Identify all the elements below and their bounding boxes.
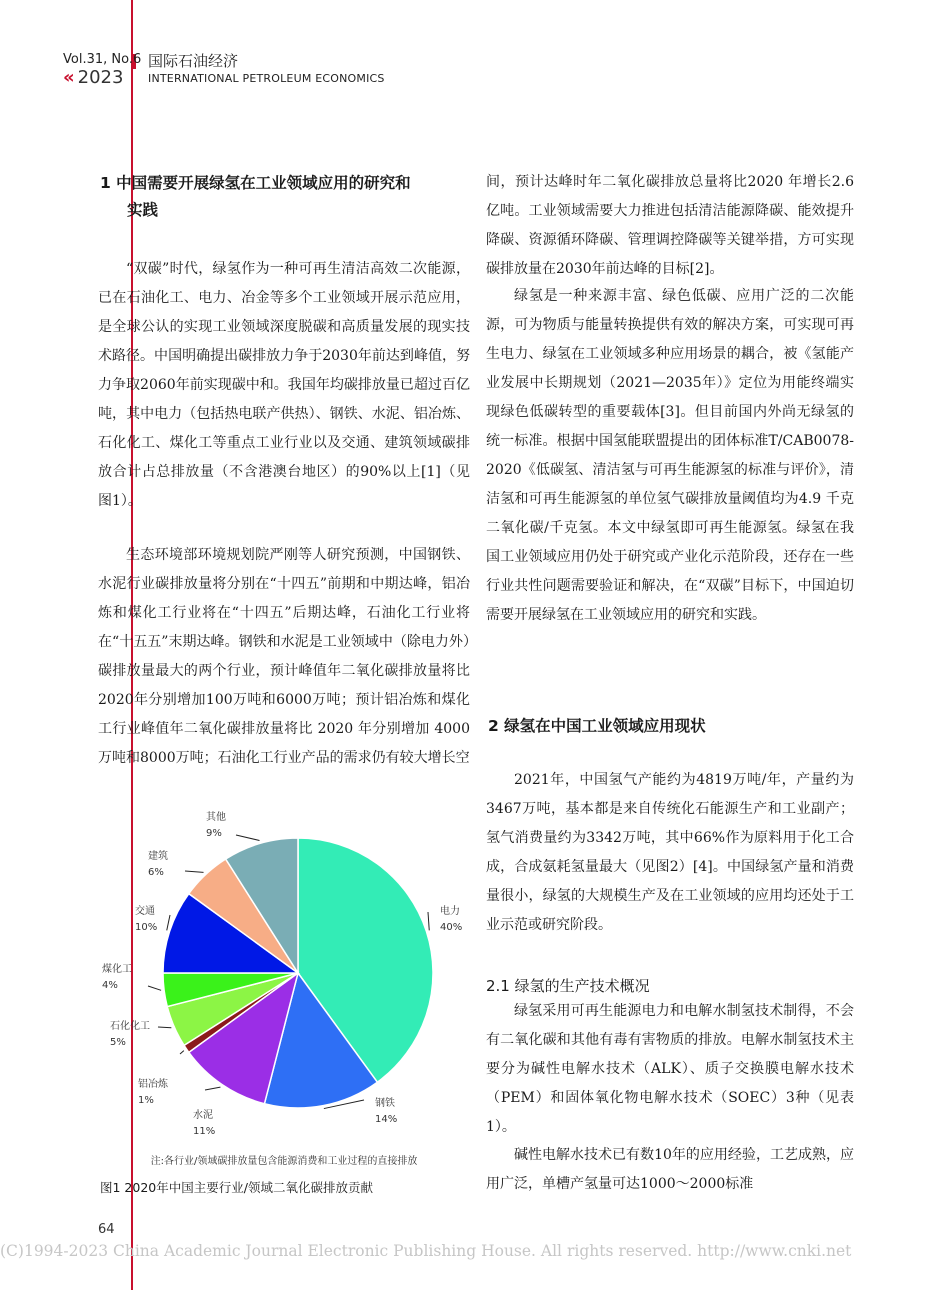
slice-value-6: 10%: [135, 922, 158, 933]
section-1-title-line2: 实践: [127, 201, 159, 219]
slice-label-6: 交通: [135, 906, 155, 917]
slice-label-0: 电力: [440, 906, 460, 917]
figure-note: 注:各行业/领域碳排放量包含能源消费和工业过程的直接排放: [150, 1156, 418, 1167]
leader-line-8: [236, 835, 259, 840]
journal-title-en: INTERNATIONAL PETROLEUM ECONOMICS: [148, 72, 385, 85]
section-1-title: [100, 170, 411, 224]
emission-pie-chart: [98, 800, 470, 1140]
slice-label-7: 建筑: [148, 851, 168, 862]
paragraph-right-2: 绿氢是一种来源丰富、绿色低碳、应用广泛的二次能源，可为物质与能量转换提供有效的解决方案，可实现可再生电力、绿氢在工业领域多种应用场景的耦合，被《氢能产业发展中长期规划（2021—2035年）》定位为用能终端实现绿色低碳转型的重要载体[3]。但目前国内外尚无绿氢的统一标准。根据中国氢能联盟提出的团体标准T/CAB0078-2020《低碳氢、清洁氢与可再生能源氢的标准与评价》，清洁氢和可再生能源氢的单位氢气碳排放量阈值均为4.9 千克二氧化碳/千克氢。本文中绿氢即可再生能源氢。绿氢在我国工业领域应用仍处于研究或产业化示范阶段，还存在一些行业共性问题需要验证和解决，在“双碳”目标下，中国迫切需要开展绿氢在工业领域应用的研究和实践。: [486, 288, 854, 623]
slice-value-3: 1%: [138, 1095, 154, 1106]
slice-label-5: 煤化工: [102, 964, 132, 975]
leader-line-4: [158, 1027, 171, 1028]
paragraph-right-5: 碱性电解水技术已有数10年的应用经验，工艺成熟，应用广泛，单槽产氢量可达1000～2000标准: [486, 1147, 854, 1192]
chevron-left-icon: «: [63, 67, 72, 88]
leader-line-2: [205, 1087, 220, 1090]
slice-value-2: 11%: [193, 1126, 216, 1137]
paragraph-right-1: 间，预计达峰时年二氧化碳排放总量将比2020 年增长2.6亿吨。工业领域需要大力推进包括清洁能源降碳、能效提升降碳、资源循环降碳、管理调控降碳等关键举措，方可实现碳排放量在2030年前达峰的目标[2]。: [486, 174, 854, 277]
year-value: 2023: [77, 67, 124, 88]
slice-value-7: 6%: [148, 867, 164, 878]
copyright-watermark: (C)1994-2023 China Academic Journal Electronic Publishing House. All rights reserved. http://www.cnki.net: [0, 1242, 852, 1260]
slice-label-4: 石化化工: [110, 1021, 150, 1032]
leader-line-3: [180, 1051, 184, 1054]
pie-chart-svg: [98, 800, 470, 1140]
slice-value-0: 40%: [440, 922, 463, 933]
paragraph-right-3: 2021年，中国氢气产能约为4819万吨/年，产量约为3467万吨，基本都是来自传统化石能源生产和工业副产；氢气消费量约为3342万吨，其中66%作为原料用于化工合成，合成氨耗氢量最大（见图2）[4]。中国绿氢产量和消费量很小，绿氢的大规模生产及在工业领域的应用均还处于工业示范或研究阶段。: [486, 772, 854, 933]
section-2-title: 2 绿氢在中国工业领域应用现状: [488, 717, 706, 735]
figure-caption: 图1 2020年中国主要行业/领域二氧化碳排放贡献: [100, 1180, 373, 1195]
slice-label-1: 钢铁: [375, 1098, 395, 1109]
paragraph-left-1: “双碳”时代，绿氢作为一种可再生清洁高效二次能源，已在石油化工、电力、冶金等多个工业领域开展示范应用，是全球公认的实现工业领域深度脱碳和高质量发展的现实技术路径。中国明确提出碳排放力争于2030年前达到峰值，努力争取2060年前实现碳中和。我国年均碳排放量已超过百亿吨，其中电力（包括热电联产供热）、钢铁、水泥、铝冶炼、石化化工、煤化工等重点工业行业以及交通、建筑领域碳排放合计占总排放量（不含港澳台地区）的90%以上[1]（见图1）。: [98, 261, 470, 509]
section-2-1-title: 2.1 绿氢的生产技术概况: [486, 977, 650, 995]
volume-issue: Vol.31, No.6: [63, 52, 142, 67]
slice-value-1: 14%: [375, 1114, 398, 1125]
section-1-title-line1: 1 中国需要开展绿氢在工业领域应用的研究和: [100, 174, 411, 192]
journal-title-cn: 国际石油经济: [148, 52, 239, 70]
year-label: [63, 67, 123, 88]
slice-value-5: 4%: [102, 980, 118, 991]
leader-line-0: [428, 912, 429, 930]
slice-value-4: 5%: [110, 1037, 126, 1048]
slice-label-8: 其他: [206, 812, 226, 823]
slice-label-2: 水泥: [193, 1110, 213, 1121]
leader-line-5: [148, 986, 161, 990]
slice-label-3: 铝冶炼: [138, 1079, 168, 1090]
paragraph-left-2: 生态环境部环境规划院严刚等人研究预测，中国钢铁、水泥行业碳排放量将分别在“十四五”前期和中期达峰，铝冶炼和煤化工行业将在“十四五”后期达峰，石油化工行业将在“十五五”末期达峰。钢铁和水泥是工业领域中（除电力外）碳排放量最大的两个行业，预计峰值年二氧化碳排放量将比2020年分别增加100万吨和6000万吨；预计铝冶炼和煤化工行业峰值年二氧化碳排放量将比 2020 年分别增加 4000万吨和8000万吨；石油化工行业产品的需求仍有较大增长空: [98, 547, 470, 766]
slice-value-8: 9%: [206, 828, 222, 839]
leader-line-6: [167, 915, 170, 930]
page-number: 64: [98, 1222, 115, 1237]
paragraph-right-4: 绿氢采用可再生能源电力和电解水制氢技术制得，不会有二氧化碳和其他有毒有害物质的排放。电解水制氢技术主要分为碱性电解水技术（ALK）、质子交换膜电解水技术（PEM）和固体氧化物电解水技术（SOEC）3种（见表1）。: [486, 1003, 854, 1135]
leader-line-7: [185, 871, 204, 872]
